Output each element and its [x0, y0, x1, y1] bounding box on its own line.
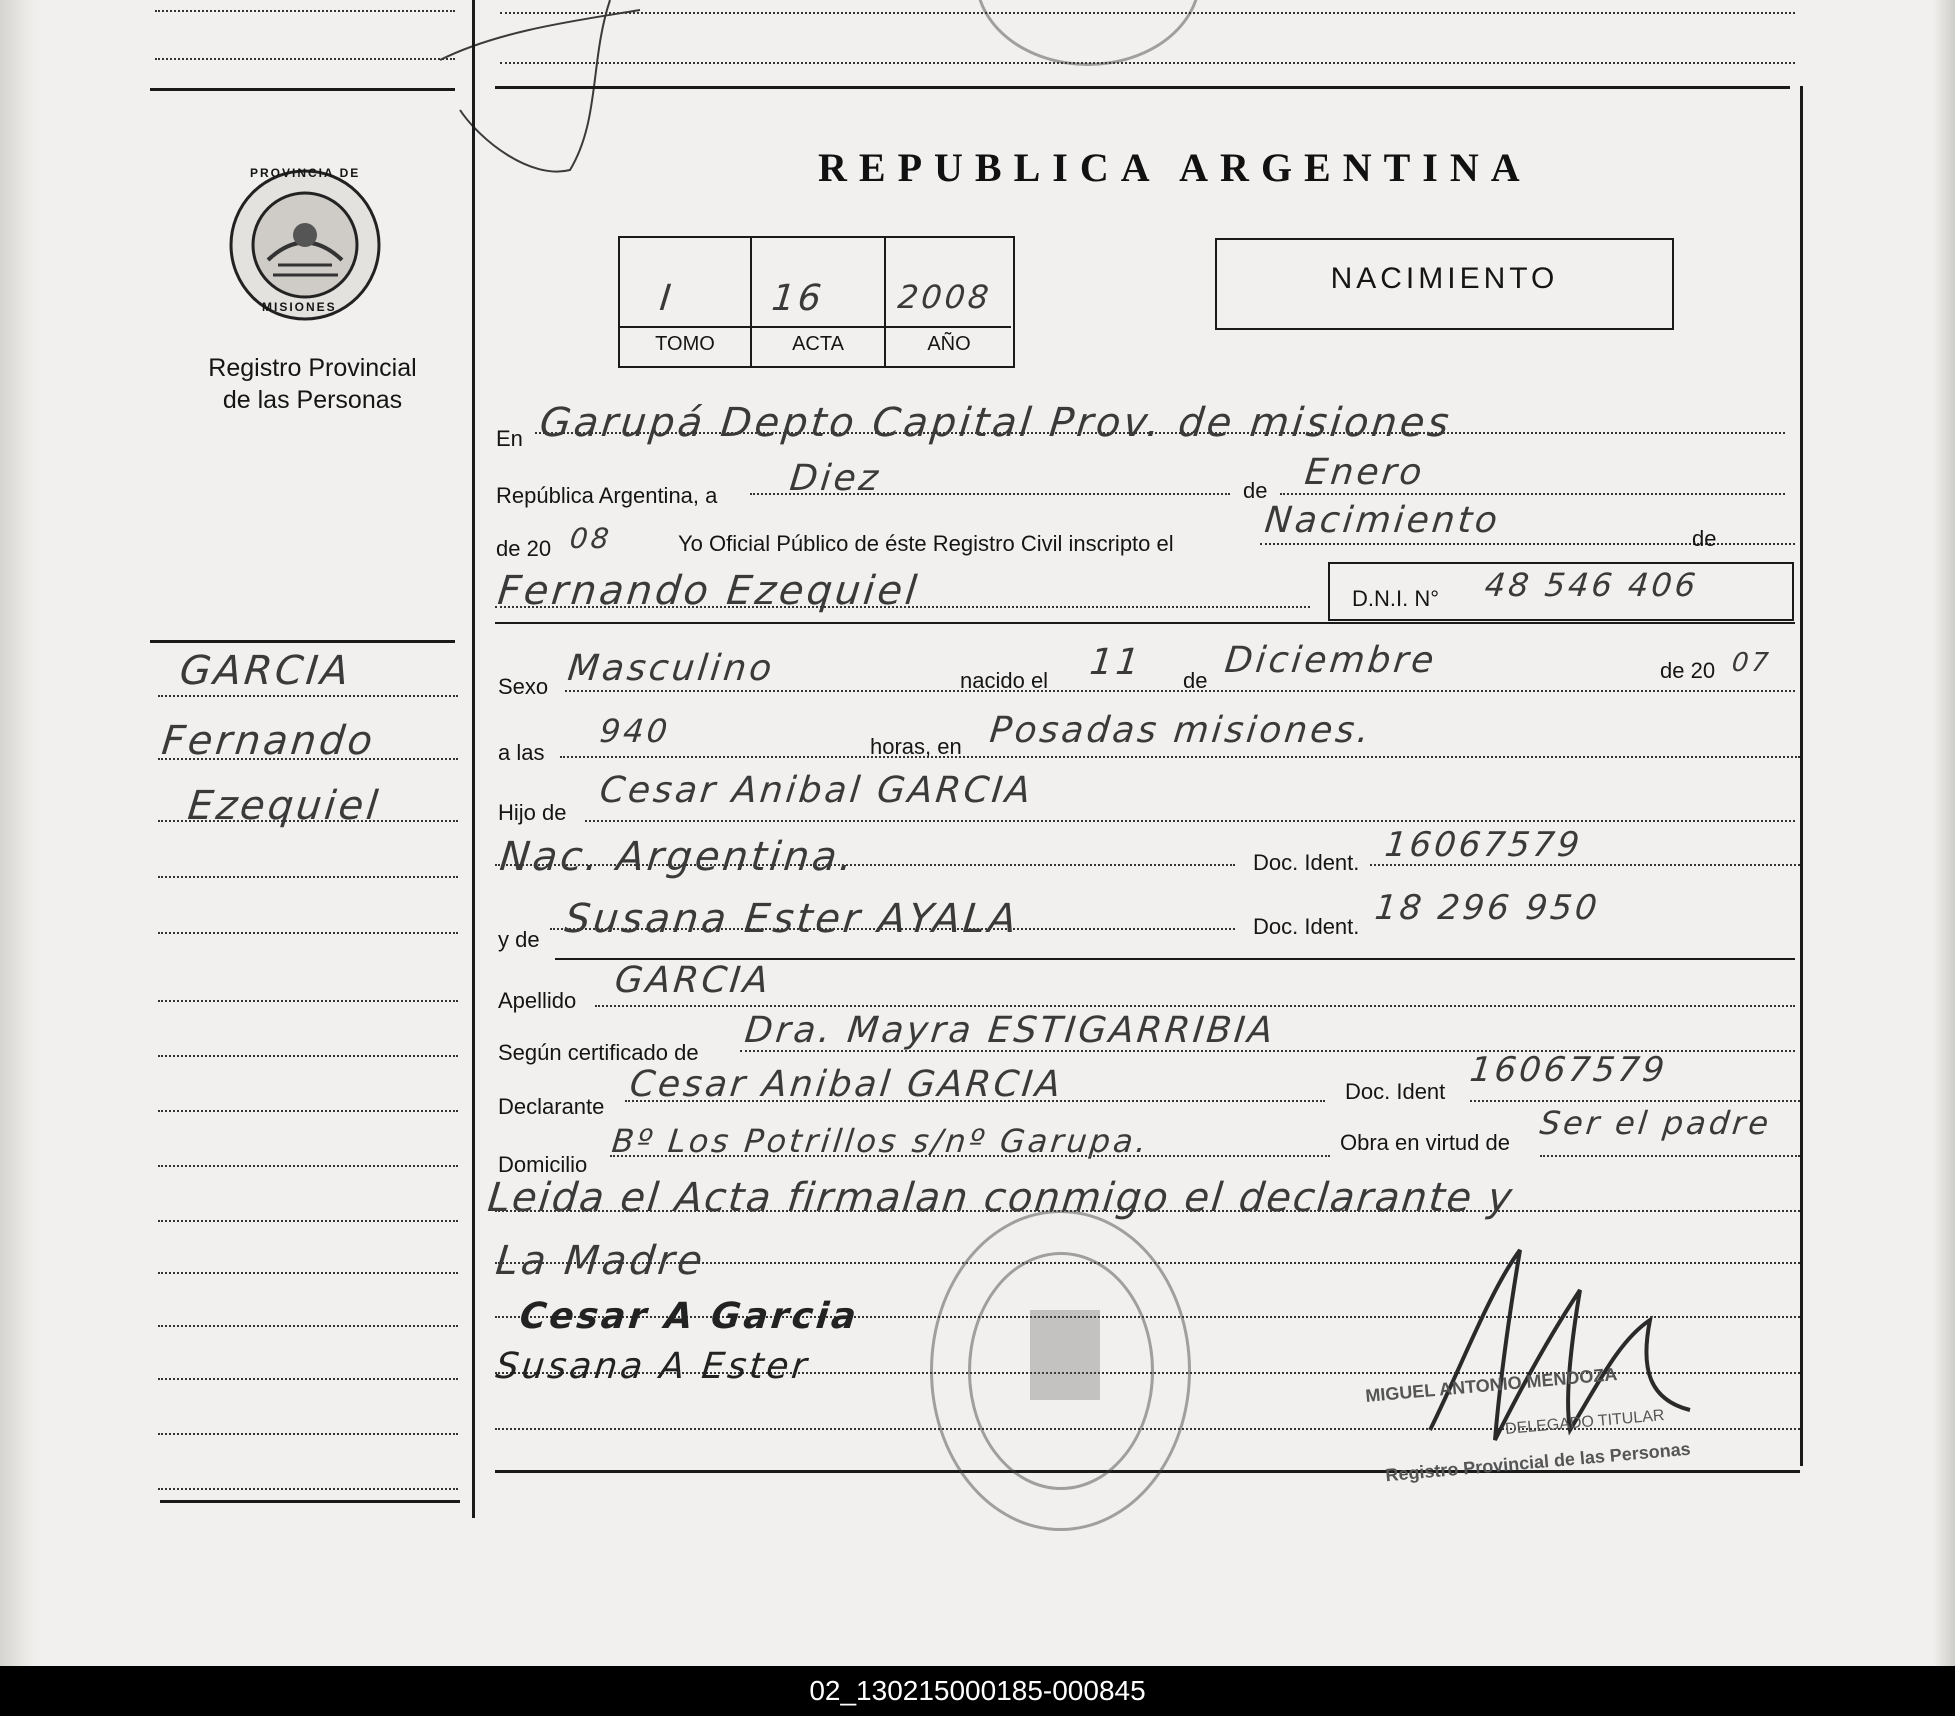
margin-dotted-line [158, 1220, 458, 1222]
value-birth-month: Diciembre [1222, 640, 1439, 681]
margin-dotted-line [158, 1488, 458, 1490]
margin-second-name: Ezequiel [185, 783, 383, 829]
label-de: de [1692, 526, 1717, 551]
label-obra: Obra en virtud de [1340, 1130, 1510, 1155]
value-father: Cesar Anibal GARCIA [597, 770, 1036, 811]
form-line [595, 1005, 1795, 1007]
tomo-value: I [657, 278, 676, 319]
value-month: Enero [1302, 452, 1427, 493]
official-stamp-name: MIGUEL ANTONIO MENDOZA [1364, 1364, 1619, 1406]
acta-value: 16 [769, 278, 826, 319]
left-top-rule [150, 88, 455, 91]
left-bottom-rule [160, 1500, 460, 1503]
label-oficial: Yo Oficial Público de éste Registro Civil inscripto el [678, 531, 1174, 556]
value-declarante-doc: 16067579 [1467, 1050, 1670, 1090]
record-type: NACIMIENTO [1330, 262, 1559, 295]
prev-dotted-line [155, 10, 455, 12]
prev-dotted-line [155, 58, 455, 60]
page-edge-shadow [1933, 0, 1955, 1666]
margin-dotted-line [158, 1000, 458, 1002]
label-doc-ident: Doc. Ident. [1253, 914, 1360, 939]
form-line [565, 690, 1795, 692]
label-de-20: de 20 [496, 536, 552, 561]
margin-surname: GARCIA [177, 648, 354, 694]
tomo-label: TOMO [655, 333, 715, 355]
margin-dotted-line [158, 820, 458, 822]
value-year-suffix: 08 [568, 522, 614, 555]
official-stamp-title: DELEGADO TITULAR [1504, 1407, 1666, 1438]
value-child-names: Fernando Ezequiel [495, 568, 922, 614]
document-title: REPUBLICA ARGENTINA [818, 145, 1532, 190]
value-birth-day: 11 [1087, 642, 1144, 683]
margin-dotted-line [158, 1433, 458, 1435]
margin-dotted-line [158, 1165, 458, 1167]
value-sexo: Masculino [565, 648, 777, 689]
form-line [585, 820, 1795, 822]
label-y-de: y de [498, 927, 540, 952]
seal-text-bottom: MISIONES [262, 300, 337, 314]
label-doc-ident: Doc. Ident. [1253, 850, 1360, 875]
prev-signature-remnant [420, 0, 660, 190]
anio-label: AÑO [927, 333, 971, 355]
seal-text-top: PROVINCIA DE [250, 166, 361, 180]
scan-id-bar [0, 1666, 1955, 1716]
form-line [495, 622, 1795, 624]
record-box-divider [620, 326, 1011, 328]
value-mother-doc: 18 296 950 [1372, 888, 1602, 928]
value-birth-year-suffix: 07 [1730, 648, 1773, 678]
label-declarante: Declarante [498, 1094, 605, 1119]
form-line [1470, 1100, 1800, 1102]
prev-dotted-line [500, 62, 1795, 64]
margin-dotted-line [158, 1378, 458, 1380]
value-dni: 48 546 406 [1483, 566, 1701, 604]
value-domicilio: Bº Los Potrillos s/nº Garupa. [610, 1122, 1152, 1160]
right-border [1800, 86, 1803, 1466]
stamp-emblem [1030, 1310, 1100, 1400]
value-father-nationality: Nac. Argentina. [497, 834, 858, 880]
signature-mother: Susana A Ester [493, 1346, 812, 1387]
label-republica: República Argentina, a [496, 483, 718, 508]
margin-dotted-line [158, 1055, 458, 1057]
form-line [1540, 1155, 1800, 1157]
label-de-20-birth: de 20 [1660, 658, 1716, 683]
value-apellido: GARCIA [612, 960, 774, 1001]
label-nacido: nacido el [960, 668, 1049, 693]
label-sexo: Sexo [498, 674, 549, 699]
margin-dotted-line [158, 1272, 458, 1274]
label-horas: horas, en [870, 734, 962, 759]
column-divider [472, 0, 475, 1518]
value-hora: 940 [598, 712, 673, 750]
value-father-doc: 16067579 [1382, 825, 1585, 865]
scan-id: 02_130215000185-000845 [809, 1675, 1146, 1706]
label-de: de [1243, 478, 1268, 503]
form-line [1280, 493, 1785, 495]
margin-dotted-line [158, 1110, 458, 1112]
margin-note-rule [150, 640, 455, 643]
value-day: Diez [787, 458, 883, 499]
value-mother: Susana Ester AYALA [562, 896, 1022, 942]
value-place: Garupá Depto Capital Prov. de misiones [537, 400, 1454, 446]
registry-name-line1: Registro Provincial [208, 354, 417, 382]
record-box-divider [750, 236, 752, 366]
record-box-divider [884, 236, 886, 366]
main-top-rule [495, 86, 1790, 89]
label-hijo: Hijo de [498, 800, 567, 825]
margin-dotted-line [158, 695, 458, 697]
form-line [560, 756, 1800, 758]
label-doc-ident: Doc. Ident [1345, 1079, 1446, 1104]
value-inscripto: Nacimiento [1262, 500, 1503, 541]
value-note-line2: La Madre [493, 1238, 708, 1284]
acta-label: ACTA [792, 333, 844, 355]
value-note-line1: Leida el Acta firmalan conmigo el declarante y [485, 1175, 1517, 1221]
margin-first-name: Fernando [159, 718, 378, 764]
label-en: En [496, 426, 523, 451]
label-de: de [1183, 668, 1208, 693]
registry-name-line2: de las Personas [222, 386, 403, 414]
label-a-las: a las [498, 740, 545, 765]
margin-dotted-line [158, 758, 458, 760]
prev-stamp-remnant [975, 0, 1201, 66]
label-apellido: Apellido [498, 988, 577, 1013]
margin-dotted-line [158, 1325, 458, 1327]
official-stamp-registry: Registro Provincial de las Personas [1384, 1438, 1692, 1486]
margin-dotted-line [158, 876, 458, 878]
label-certificado: Según certificado de [498, 1040, 699, 1065]
anio-value: 2008 [896, 278, 994, 316]
value-declarante: Cesar Anibal GARCIA [627, 1064, 1066, 1105]
label-dni: D.N.I. N° [1352, 586, 1440, 611]
margin-dotted-line [158, 932, 458, 934]
signature-declarante: Cesar A Garcia [517, 1296, 861, 1337]
value-certificado: Dra. Mayra ESTIGARRIBIA [742, 1010, 1278, 1051]
label-domicilio: Domicilio [498, 1152, 588, 1177]
page-binding-shadow [0, 0, 42, 1666]
value-obra: Ser el padre [1538, 1104, 1774, 1142]
value-birth-place: Posadas misiones. [987, 710, 1374, 751]
